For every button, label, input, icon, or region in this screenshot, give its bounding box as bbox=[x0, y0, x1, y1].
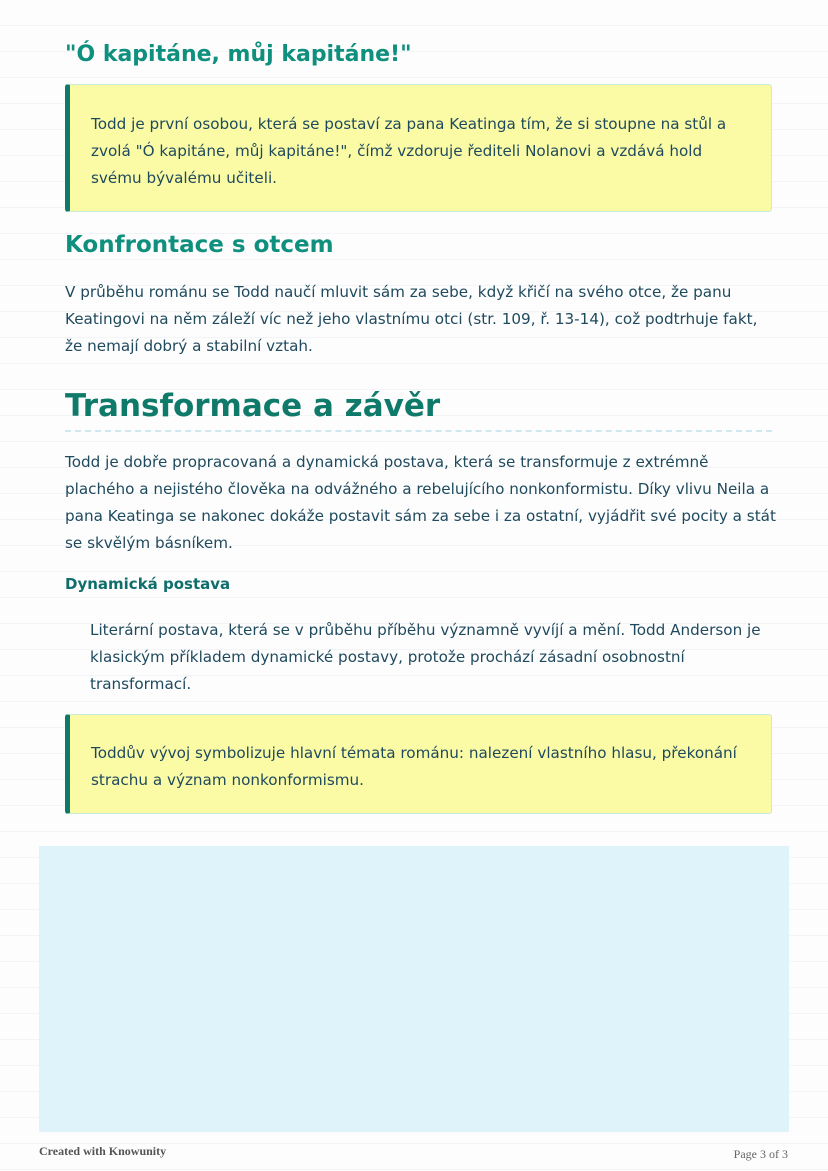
section-heading-father: Konfrontace s otcem bbox=[65, 232, 334, 258]
callout-closing bbox=[65, 714, 772, 814]
section-heading-transformation: Transformace a závěr bbox=[65, 388, 772, 432]
definition-text: Literární postava, která se v průběhu příběhu významně vyvíjí a mění. Todd Anderson je klasickým příkladem dynamické postavy, protože prochází zásadní osobnostní transformací. bbox=[90, 621, 761, 693]
callout-closing-text: Toddův vývoj symbolizuje hlavní témata románu: nalezení vlastního hlasu, překonání strachu a význam nonkonformismu. bbox=[91, 744, 737, 789]
section-heading-captain: "Ó kapitáne, můj kapitáne!" bbox=[65, 42, 412, 67]
paragraph-father: V průběhu románu se Todd naučí mluvit sám za sebe, když křičí na svého otce, že panu Keatingovi na něm záleží víc než jeho vlastnímu otci (str. 109, ř. 13-14), což podtrhuje fakt, že nemají dobrý a stabilní vztah. bbox=[65, 283, 758, 355]
callout-captain-text: Todd je první osobou, která se postaví za pana Keatinga tím, že si stoupne na stůl a zvolá "Ó kapitáne, můj kapitáne!", čímž vzdoruje řediteli Nolanovi a vzdává hold svému bývalému učiteli. bbox=[91, 115, 727, 187]
definition-term: Dynamická postava bbox=[65, 575, 231, 593]
paragraph-transformation: Todd je dobře propracovaná a dynamická postava, která se transformuje z extrémně plachého a nejistého člověka na odvážného a rebelujícího nonkonformistu. Díky vlivu Neila a pana Keatinga se nakonec dokáže postavit sám za sebe i za ostatní, vyjádřit své pocity a stát se skvělým básníkem. bbox=[65, 453, 776, 552]
image-placeholder-area bbox=[39, 846, 789, 1132]
callout-captain bbox=[65, 84, 772, 212]
page-number: Page 3 of 3 bbox=[733, 1147, 788, 1161]
footer-brand: Created with Knowunity bbox=[39, 1144, 167, 1158]
